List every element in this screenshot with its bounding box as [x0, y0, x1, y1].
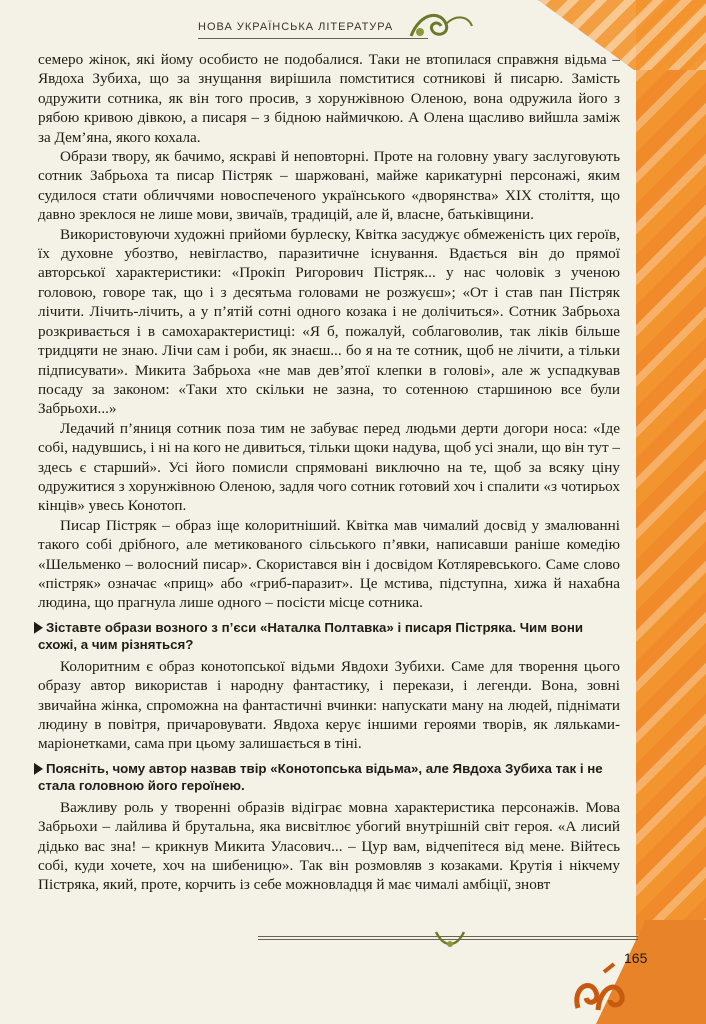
page-number: 165 [624, 950, 648, 966]
question-block-1 [38, 619, 620, 653]
paragraph-3: Використовуючи художні прийоми бурлеску, Квітка засуджує обмеженість цих героїв, їх духовне убозтво, невігластво, паразитичне існування. Вдається він до прямої авторської характеристики: «Прокіп Ригорович Пістряк... у нас чоловік з ученою головою, говоре так, що і з десятьма головами не розжуєш»; «От і став пан Пістряк лічити. Лічить-лічить, а у п’ятій сотні одного козака і не долічиться». Сотник Забрьоха розкривається і в самохарактеристиці: «Я б, пожалуй, соблаговолив, так ліків більше тридцяти не знаю. Лічи сам і роби, як знаєш... бо я на те сотник, щоб не лічити, а тільки підписувати». Микита Забрьоха «не мав дев’ятої клепки в голові», але ж успадкував посаду за законом: «Таки хто скільки не зазна, то сотенною старшиною все були Забрьохи...» [38, 225, 620, 418]
floral-ornament-icon [406, 6, 476, 46]
main-text [38, 50, 620, 895]
paragraph-1: семеро жінок, які йому особисто не подобалися. Таки не втопилася справжня відьма – Явдоха Зубиха, що за знущання вирішила помститися сотникові й писарю. Замість одружити сотника, як він того просив, з хорунжівною Оленою, вона одружила його з рябою кривою дівкою, а писаря – з бідною наймичкою. А Олена щасливо вийшла заміж за Дем’яна, якого кохала. [38, 51, 620, 146]
paragraph-4: Ледачий п’яниця сотник поза тим не забуває перед людьми дерти догори носа: «Іде собі, надувшись, і ні на кого не дивиться, тільки щоки надува, щоб усі знали, що він тут – здесь є старший». Усі його помисли спрямовані виключно на те, щоб за всяку ціну одружитися з хорунжівною Оленою, задля чого сотник готовий хоч і спалити «з чотирьох кінців» увесь Конотоп. [38, 419, 620, 515]
running-header-title: НОВА УКРАЇНСЬКА ЛІТЕРАТУРА [198, 21, 394, 33]
question-2: Поясніть, чому автор назвав твір «Конотопська відьма», але Явдоха Зубиха так і не стала головною його героїнею. [38, 760, 603, 793]
running-header [198, 18, 598, 48]
paragraph-5: Писар Пістряк – образ іще колоритніший. Квітка мав чималий досвід у змалюванні такого собі дрібного, але метикованого сільського п’явки, написавши раніше комедію «Шельменко – волосний писар». Скористався він і досвідом Котляревського. Саме слово «пістряк» означає «прищ» або «гриб-паразит». Це мстива, підступна, хижа й нахабна людина, що прагнула лише одного – посісти місце сотника. [38, 516, 620, 612]
header-rule [198, 38, 428, 39]
question-block-2 [38, 760, 620, 794]
decorative-orange-stripe [636, 0, 706, 1024]
paragraph-7: Важливу роль у творенні образів відіграє мовна характеристика персонажів. Мова Забрьохи – лайлива й брутальна, яка висвітлює убогий внутрішній світ героя. «А лисий дідько вас зна! – крикнув Микита Уласович... – Цур вам, відчепітеся від мене. Війтесь собі, куди хочете, хоч на шибеницю». Так він розмовляв з козаками. Крутія і нікчему Пістряка, який, проте, корчить із себе можновладця й має чималі амбіції, зновт [38, 798, 620, 894]
paragraph-2: Образи твору, як бачимо, яскраві й неповторні. Проте на головну увагу заслуговують сотник Забрьоха та писар Пістряк – шаржовані, майже карикатурні персонажі, яким судилося стати обличчями новоспеченого українського «дворянства» XIX століття, що давно зреклося не лише мови, звичаїв, традицій, але й, власне, батьківщини. [38, 148, 620, 224]
paragraph-6: Колоритним є образ конотопської відьми Явдохи Зубихи. Саме для творення цього образу автор використав і народну фантастику, і перекази, і легенди. Вона, зовні звичайна жінка, спроможна на фантастичні вчинки: напускати ману на людей, піднімати людину в повітря, причаровувати. Явдоха керує іншими героями творів, як ляльками-маріонетками, сама при цьому залишається в тіні. [38, 657, 620, 753]
footer-ornament-icon [432, 928, 468, 952]
question-1: Зіставте образи возного з п’єси «Наталка Полтавка» і писаря Пістряка. Чим вони схожі, а чим різняться? [38, 619, 584, 652]
publisher-logo-icon [570, 958, 628, 1018]
